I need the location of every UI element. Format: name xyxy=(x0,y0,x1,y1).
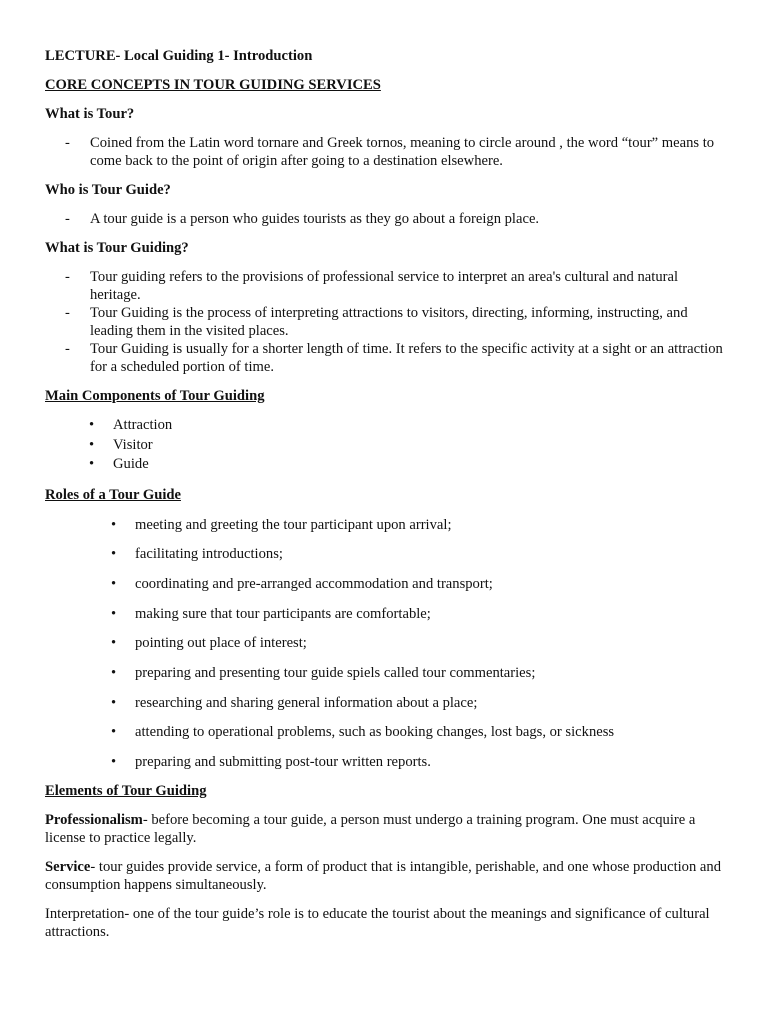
term-service: Service xyxy=(45,858,91,875)
definition-service: - tour guides provide service, a form of product that is intangible, perishable, and one whose production and consumption happens simultaneously. xyxy=(45,858,721,893)
list-item xyxy=(45,268,725,304)
roles-list xyxy=(45,516,725,772)
list-item-text: pointing out place of interest; xyxy=(135,635,307,652)
heading-main-components: Main Components of Tour Guiding xyxy=(45,388,265,404)
list-item-text: facilitating introductions; xyxy=(135,546,283,563)
list-item xyxy=(45,723,725,741)
list-item-text: Tour Guiding is usually for a shorter length of time. It refers to the specific activity at a sight or an attraction for a scheduled portion of time. xyxy=(90,341,723,375)
who-is-tour-guide-list xyxy=(45,210,725,228)
list-item-text: attending to operational problems, such as booking changes, lost bags, or sickness xyxy=(135,724,615,741)
definition-professionalism: - before becoming a tour guide, a person must undergo a training program. One must acquire a license to practice legally. xyxy=(45,811,696,846)
dash-marker: - xyxy=(65,211,70,227)
list-item xyxy=(45,455,725,475)
bullet-marker: • xyxy=(89,417,95,433)
list-item xyxy=(45,753,725,771)
list-item xyxy=(45,545,725,563)
list-item-text: Attraction xyxy=(113,417,173,433)
dash-marker: - xyxy=(65,341,70,357)
list-item xyxy=(45,340,725,376)
list-item-text: A tour guide is a person who guides tourists as they go about a foreign place. xyxy=(90,211,540,227)
bullet-marker: • xyxy=(111,694,117,711)
list-item-text: meeting and greeting the tour participant upon arrival; xyxy=(135,516,452,533)
list-item xyxy=(45,605,725,623)
document-page xyxy=(45,47,725,941)
list-item-text: Tour guiding refers to the provisions of professional service to interpret an area's cultural and natural heritage. xyxy=(90,269,679,303)
list-item xyxy=(45,694,725,712)
list-item xyxy=(45,634,725,652)
bullet-marker: • xyxy=(111,724,117,741)
what-is-tour-list xyxy=(45,134,725,170)
dash-marker: - xyxy=(65,305,70,321)
bullet-marker: • xyxy=(111,754,117,770)
heading-who-is-tour-guide: Who is Tour Guide? xyxy=(45,182,171,198)
list-item xyxy=(45,416,725,436)
bullet-marker: • xyxy=(111,516,117,533)
list-item xyxy=(45,516,725,534)
paragraph-professionalism xyxy=(45,811,725,847)
dash-marker: - xyxy=(65,269,70,285)
bullet-marker: • xyxy=(89,436,95,453)
list-item-text: making sure that tour participants are comfortable; xyxy=(135,605,431,622)
list-item-text: Guide xyxy=(113,456,149,472)
bullet-marker: • xyxy=(89,456,95,472)
bullet-marker: • xyxy=(111,575,117,592)
list-item xyxy=(45,575,725,593)
list-item xyxy=(45,436,725,456)
list-item-text: Coined from the Latin word tornare and Greek tornos, meaning to circle around , the word “tour” means to come back to the point of origin after going to a destination elsewhere. xyxy=(90,135,715,169)
list-item-text: researching and sharing general information about a place; xyxy=(135,694,478,711)
list-item-text: Tour Guiding is the process of interpreting attractions to visitors, directing, informing, instructing, and leading them in the visited places. xyxy=(90,305,688,339)
document-subtitle: CORE CONCEPTS IN TOUR GUIDING SERVICES xyxy=(45,77,381,93)
bullet-marker: • xyxy=(111,605,117,622)
heading-what-is-tour-guiding: What is Tour Guiding? xyxy=(45,240,189,256)
list-item xyxy=(45,134,725,170)
term-professionalism: Professionalism xyxy=(45,811,143,828)
list-item-text: Visitor xyxy=(113,436,153,453)
what-is-tour-guiding-list xyxy=(45,268,725,376)
heading-elements: Elements of Tour Guiding xyxy=(45,782,207,799)
paragraph-interpretation: Interpretation- one of the tour guide’s role is to educate the tourist about the meanings and significance of cultural attractions. xyxy=(45,905,710,940)
document-title: LECTURE- Local Guiding 1- Introduction xyxy=(45,48,313,64)
list-item xyxy=(45,210,725,228)
bullet-marker: • xyxy=(111,546,117,563)
dash-marker: - xyxy=(65,135,70,151)
bullet-marker: • xyxy=(111,635,117,652)
heading-what-is-tour: What is Tour? xyxy=(45,106,135,122)
list-item-text: coordinating and pre-arranged accommodation and transport; xyxy=(135,575,493,592)
bullet-marker: • xyxy=(111,664,117,681)
list-item xyxy=(45,304,725,340)
list-item-text: preparing and presenting tour guide spiels called tour commentaries; xyxy=(135,664,536,681)
paragraph-service xyxy=(45,858,725,894)
list-item-text: preparing and submitting post-tour written reports. xyxy=(135,754,431,770)
list-item xyxy=(45,664,725,682)
main-components-list xyxy=(45,416,725,475)
heading-roles: Roles of a Tour Guide xyxy=(45,486,181,503)
